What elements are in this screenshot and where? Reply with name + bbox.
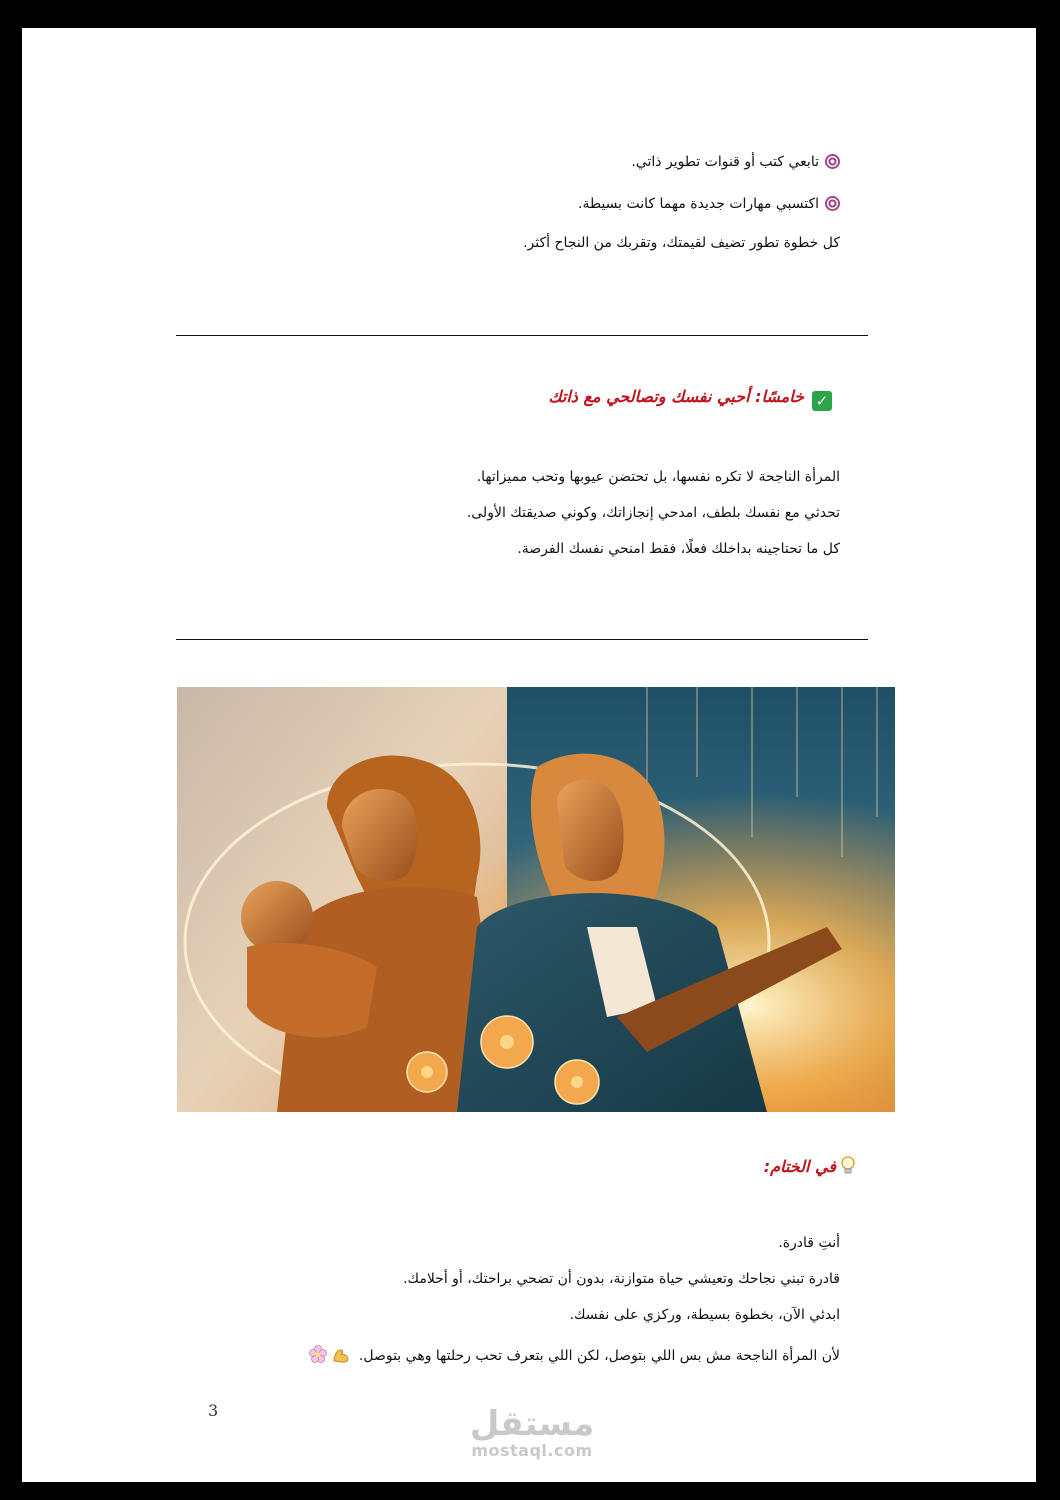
target-icon — [825, 154, 840, 169]
section-closing-line: كل خطوة تطور تضيف لقيمتك، وتقربك من النجاح أكثر. — [523, 235, 840, 251]
target-icon — [825, 196, 840, 211]
conclusion-line-1: أنتِ قادرة. — [778, 1235, 840, 1251]
flexed-arm-icon — [331, 1347, 351, 1363]
trailing-emojis — [309, 1345, 351, 1367]
section-five-heading: ✓خامسًا: أحبي نفسك وتصالحي مع ذاتك — [548, 387, 832, 411]
paragraph-line-2: تحدثي مع نفسك بلطف، امدحي إنجازاتك، وكوني صديقتك الأولى. — [466, 505, 840, 521]
paragraph-line-3: كل ما تحتاجينه بداخلك فعلًا، فقط امنحي نفسك الفرصة. — [517, 541, 840, 557]
conclusion-heading: في الختام: — [764, 1156, 856, 1176]
conclusion-line-3: ابدئي الآن، بخطوة بسيطة، وركزي على نفسك. — [569, 1307, 840, 1323]
horizontal-rule — [176, 639, 868, 640]
check-mark-icon: ✓ — [812, 391, 832, 411]
document-page — [22, 28, 1036, 1482]
flower-icon — [309, 1345, 327, 1363]
mostaql-watermark: مستقل mostaql.com — [469, 1404, 595, 1460]
light-bulb-icon — [840, 1156, 856, 1176]
mother-and-businesswoman-illustration — [177, 687, 895, 1112]
conclusion-line-2: قادرة تبني نجاحك وتعيشي حياة متوازنة، بدون أن تضحي براحتك، أو أحلامك. — [403, 1271, 840, 1287]
bullet-line-1: تابعي كتب أو قنوات تطوير ذاتي. — [631, 154, 840, 170]
conclusion-line-4: لأن المرأة الناجحة مش بس اللي بتوصل، لكن اللي بتعرف تحب رحلتها وهي بتوصل. — [309, 1345, 840, 1367]
paragraph-line-1: المرأة الناجحة لا تكره نفسها، بل تحتضن عيوبها وتحب مميزاتها. — [476, 469, 840, 485]
bullet-line-2: اكتسبي مهارات جديدة مهما كانت بسيطة. — [578, 196, 840, 212]
page-number: 3 — [208, 1401, 219, 1420]
horizontal-rule — [176, 335, 868, 336]
